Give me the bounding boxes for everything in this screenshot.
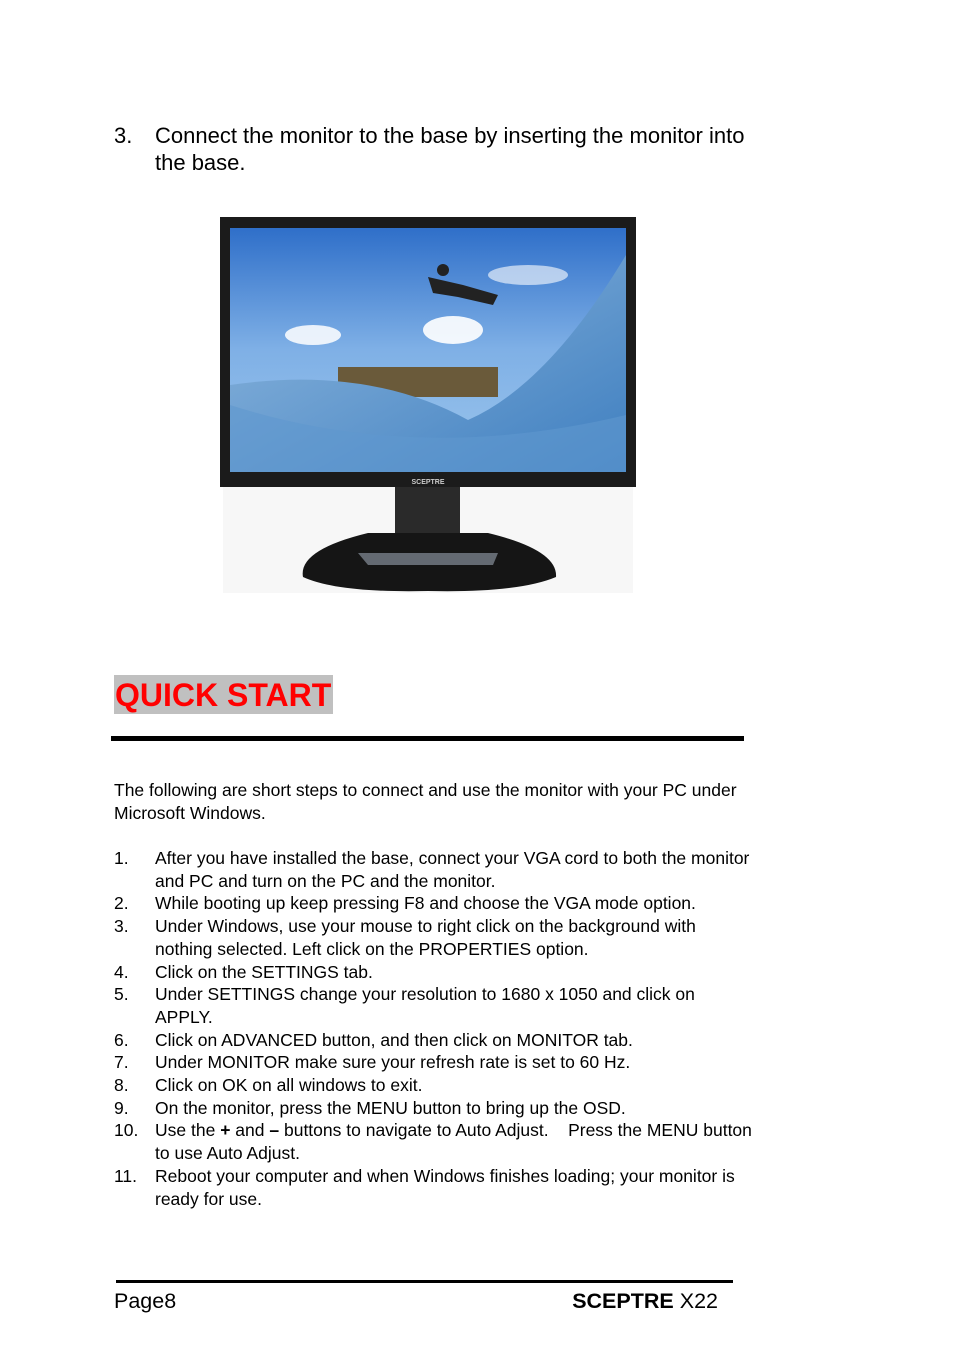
item-number: 2. [114, 893, 129, 914]
list-item [114, 1051, 754, 1074]
list-item [114, 915, 754, 960]
step-3 [114, 122, 754, 176]
list-item [114, 1074, 754, 1097]
plus-icon: + [220, 1120, 231, 1141]
item-text: Use the [155, 1120, 216, 1141]
item-number: 10. [114, 1120, 139, 1141]
list-item [114, 1119, 757, 1164]
list-item [114, 961, 754, 984]
list-item [114, 983, 754, 1028]
item-text: Under Windows, use your mouse to right click on the background with nothing selected. Left click on the PROPERTIES option. [155, 916, 696, 959]
item-text: While booting up keep pressing F8 and choose the VGA mode option. [155, 893, 696, 914]
stand-neck [395, 487, 460, 535]
item-number: 6. [114, 1029, 129, 1050]
section-divider [111, 736, 744, 741]
item-text: Click on the SETTINGS tab. [155, 961, 373, 982]
item-text: Under SETTINGS change your resolution to 1680 x 1050 and click on APPLY. [155, 984, 695, 1027]
minus-icon: – [269, 1120, 280, 1141]
model-name: X22 [679, 1289, 718, 1313]
item-text: On the monitor, press the MENU button to bring up the OSD. [155, 1097, 626, 1118]
item-text: Click on OK on all windows to exit. [155, 1075, 423, 1096]
intro-paragraph: The following are short steps to connect and use the monitor with your PC under Microsoft Windows. [114, 780, 737, 823]
item-text: and [235, 1120, 265, 1141]
item-number: 7. [114, 1052, 129, 1073]
item-number: 11. [114, 1165, 138, 1186]
monitor-logo: SCEPTRE [411, 479, 445, 486]
brand-name: SCEPTRE [572, 1289, 674, 1313]
page-number: Page8 [114, 1289, 177, 1313]
step-number: 3. [114, 123, 133, 148]
item-text: buttons to navigate to Auto Adjust. Press the MENU button to use Auto Adjust. [155, 1120, 757, 1164]
steps-list [114, 847, 757, 1210]
item-number: 3. [114, 916, 129, 937]
footer-divider [116, 1280, 733, 1283]
step-text: Connect the monitor to the base by inserting the monitor into the base. [155, 123, 745, 175]
item-text: Under MONITOR make sure your refresh rate is set to 60 Hz. [155, 1052, 631, 1073]
item-number: 8. [114, 1075, 129, 1096]
item-text: After you have installed the base, connect your VGA cord to both the monitor and PC and turn on the PC and the monitor. [155, 848, 750, 891]
item-number: 4. [114, 961, 129, 982]
section-title: QUICK START [115, 677, 332, 713]
list-item [114, 892, 754, 915]
item-number: 5. [114, 984, 129, 1005]
item-text: Reboot your computer and when Windows finishes loading; your monitor is ready for use. [155, 1165, 735, 1209]
item-text: Click on ADVANCED button, and then click on MONITOR tab. [155, 1029, 633, 1050]
list-item [114, 1097, 754, 1120]
item-number: 9. [114, 1097, 129, 1118]
monitor-image [218, 215, 638, 595]
list-item [114, 1165, 754, 1210]
list-item [114, 847, 754, 892]
footer-brand [572, 1289, 718, 1314]
list-item [114, 1029, 754, 1052]
item-number: 1. [114, 848, 129, 868]
